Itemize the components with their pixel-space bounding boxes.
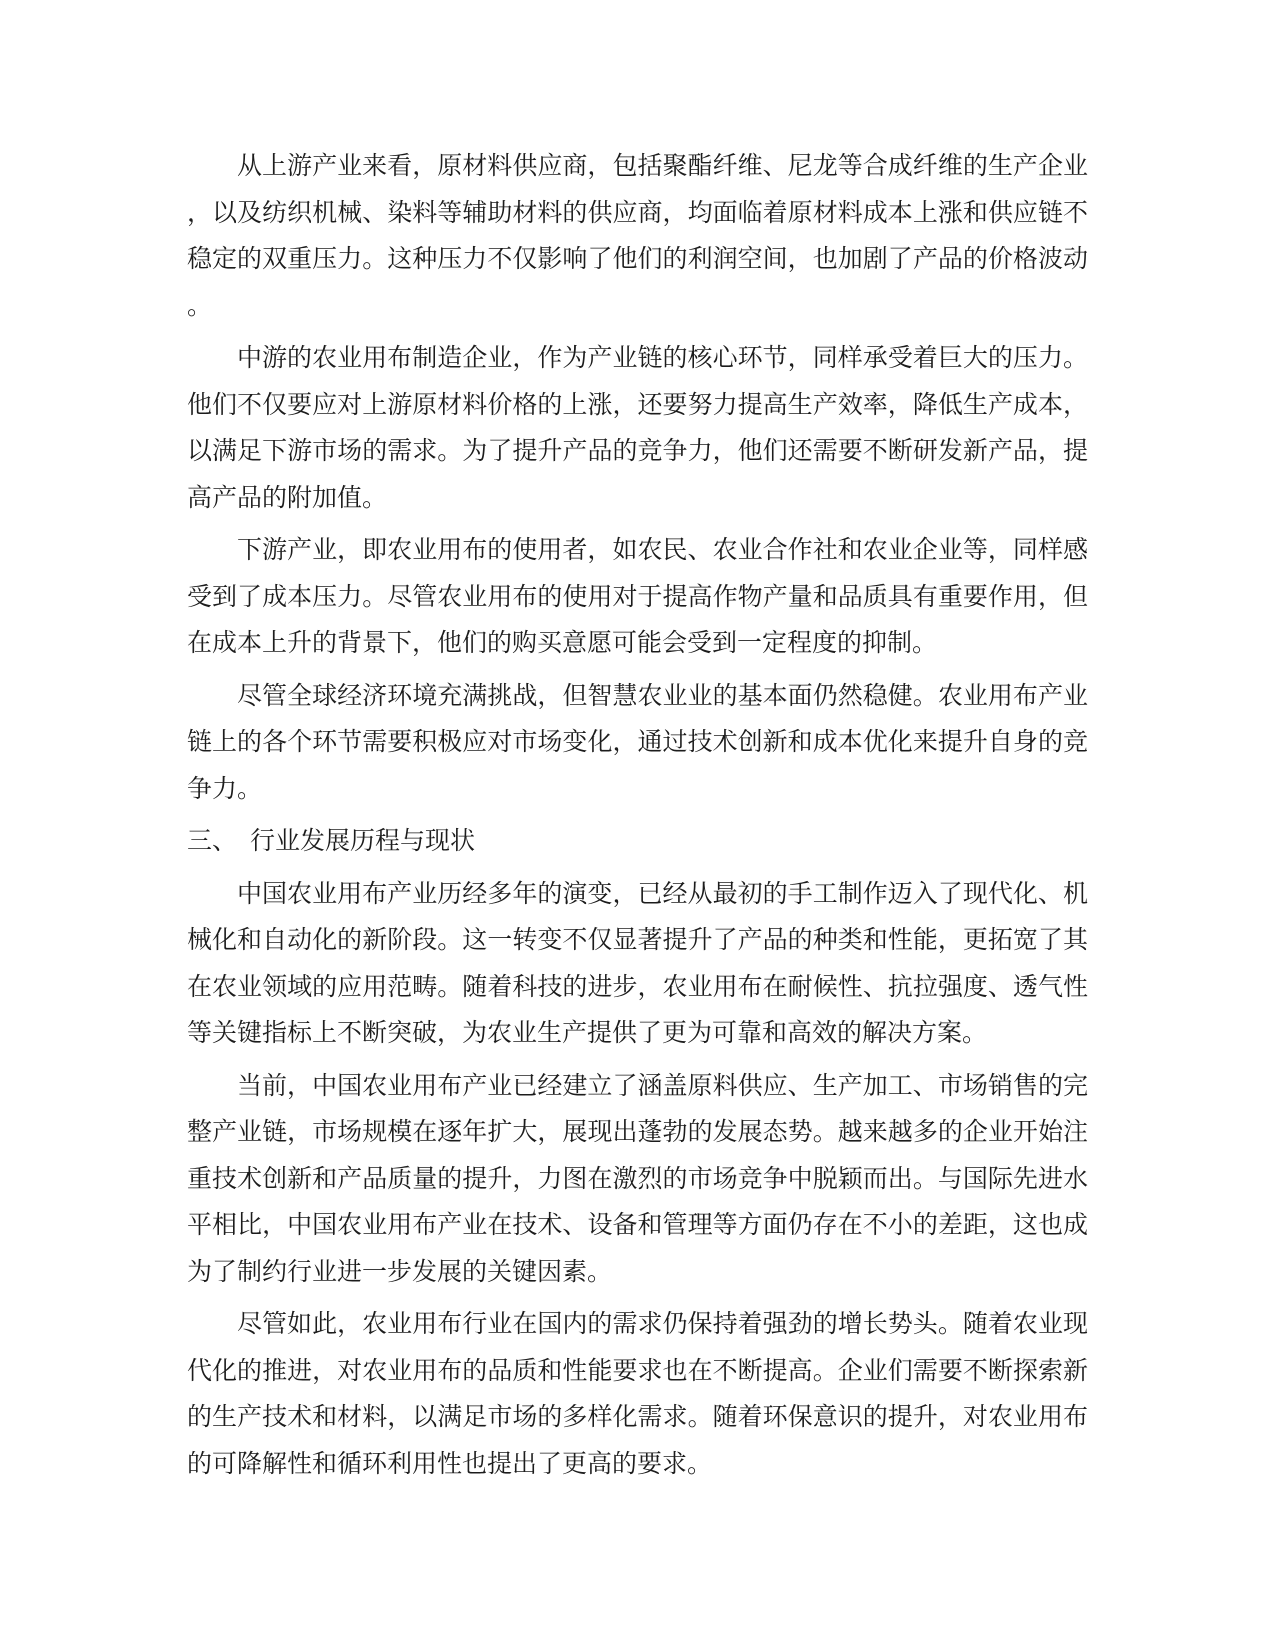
section-heading-number: 三、 [187, 828, 238, 855]
section-heading-title: 行业发展历程与现状 [250, 828, 476, 855]
paragraph-industry-chain-status: 当前，中国农业用布产业已经建立了涵盖原料供应、生产加工、市场销售的完整产业链，市场规模在逐年扩大，展现出蓬勃的发展态势。越来越多的企业开始注重技术创新和产品质量的提升，力图在激烈的市场竞争中脱颖而出。与国际先进水平相比，中国农业用布产业在技术、设备和管理等方面仍存在不小的差距，这也成为了制约行业进一步发展的关键因素。 [187, 1072, 1088, 1286]
paragraph-upstream-suppliers: 从上游产业来看，原材料供应商，包括聚酯纤维、尼龙等合成纤维的生产企业，以及纺织机械、染料等辅助材料的供应商，均面临着原材料成本上涨和供应链不稳定的双重压力。这种压力不仅影响了他们的利润空间，也加剧了产品的价格波动。 [187, 153, 1088, 320]
paragraph-industry-fundamentals: 尽管全球经济环境充满挑战，但智慧农业业的基本面仍然稳健。农业用布产业链上的各个环节需要积极应对市场变化，通过技术创新和成本优化来提升自身的竞争力。 [187, 682, 1088, 803]
paragraph-industry-evolution: 中国农业用布产业历经多年的演变，已经从最初的手工制作迈入了现代化、机械化和自动化的新阶段。这一转变不仅显著提升了产品的种类和性能，更拓宽了其在农业领域的应用范畴。随着科技的进步，农业用布在耐候性、抗拉强度、透气性等关键指标上不断突破，为农业生产提供了更为可靠和高效的解决方案。 [187, 880, 1088, 1047]
section-heading [187, 819, 1088, 866]
paragraph-domestic-demand: 尽管如此，农业用布行业在国内的需求仍保持着强劲的增长势头。随着农业现代化的推进，对农业用布的品质和性能要求也在不断提高。企业们需要不断探索新的生产技术和材料，以满足市场的多样化需求。随着环保意识的提升，对农业用布的可降解性和循环利用性也提出了更高的要求。 [187, 1311, 1088, 1478]
paragraph-downstream-users: 下游产业，即农业用布的使用者，如农民、农业合作社和农业企业等，同样感受到了成本压力。尽管农业用布的使用对于提高作物产量和品质具有重要作用，但在成本上升的背景下，他们的购买意愿可能会受到一定程度的抑制。 [187, 537, 1088, 657]
paragraph-midstream-manufacturers: 中游的农业用布制造企业，作为产业链的核心环节，同样承受着巨大的压力。他们不仅要应对上游原材料价格的上涨，还要努力提高生产效率，降低生产成本，以满足下游市场的需求。为了提升产品的竞争力，他们还需要不断研发新产品，提高产品的附加值。 [187, 345, 1088, 512]
